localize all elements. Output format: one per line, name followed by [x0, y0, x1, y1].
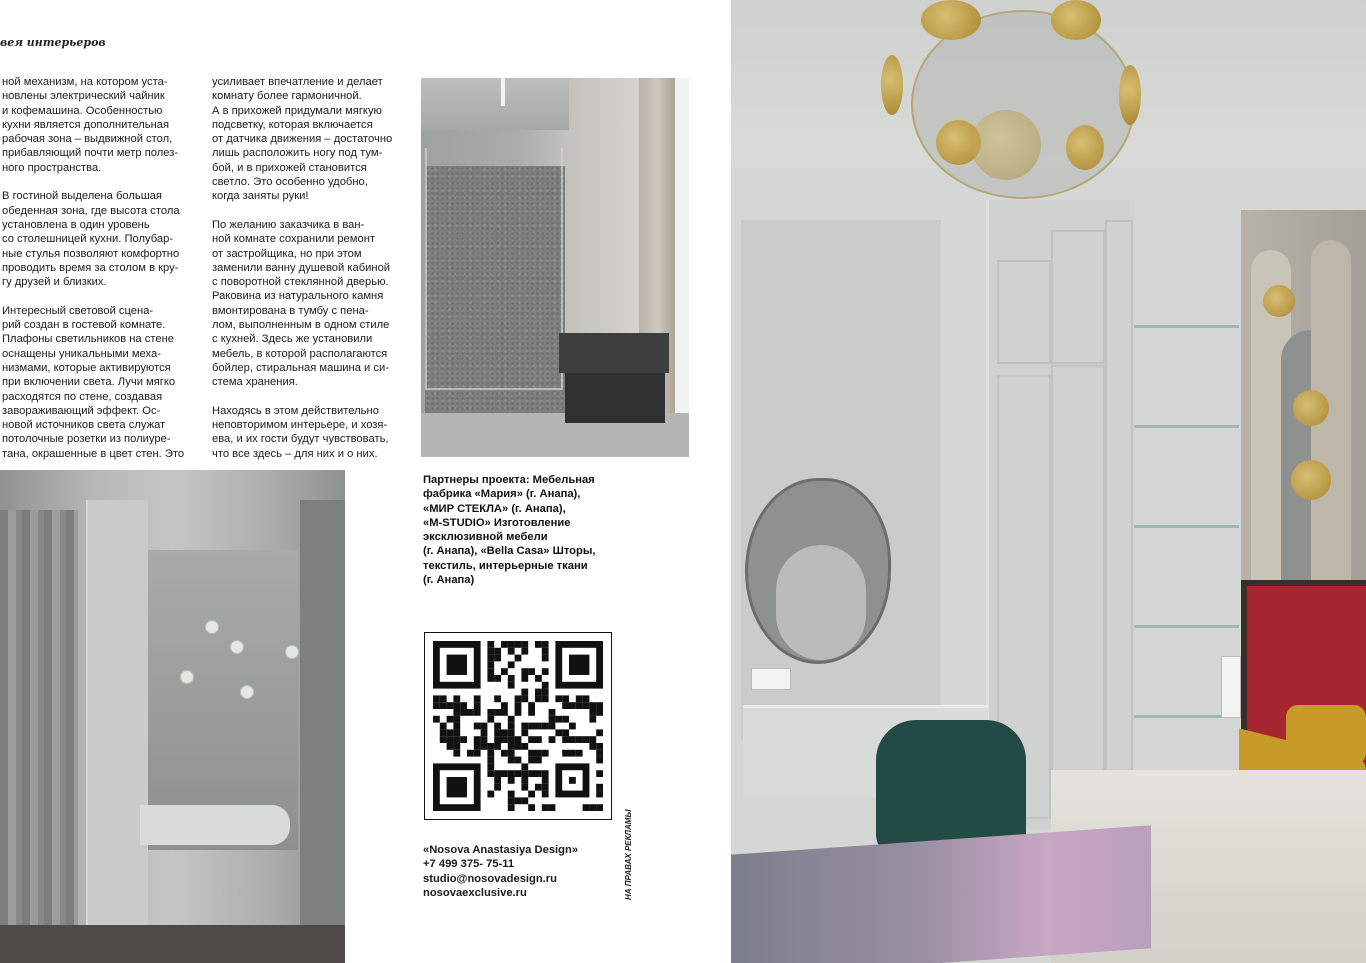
running-head: вея интерьеров: [0, 36, 106, 49]
contact-line: nosovaexclusive.ru: [423, 887, 527, 900]
text-line: с поворотной стеклянной дверью.: [212, 276, 389, 289]
text-line: расходятся по стене, создавая: [2, 390, 163, 403]
text-line: ной механизм, на котором уста-: [2, 76, 168, 88]
advertising-note: НА ПРАВАХ РЕКЛАМЫ: [624, 809, 633, 900]
text-line: тана, окрашенные в цвет стен. Это: [2, 447, 185, 460]
text-line: потолочные розетки из полиуре-: [2, 433, 171, 446]
text-line: бой, и в прихожей становится: [212, 161, 367, 174]
text-line: По желанию заказчика в ван-: [212, 218, 365, 231]
text-line: установлена в один уровень: [2, 218, 150, 231]
text-line: от застройщика, но при этом: [212, 247, 362, 260]
text-line: А в прихожей придумали мягкую: [212, 104, 382, 117]
text-line: заменили ванну душевой кабиной: [212, 261, 391, 274]
text-line: ные стулья позволяют комфортно: [2, 247, 180, 260]
bathroom-photo: [421, 78, 689, 457]
text-line: неповторимом интерьере, и хозя-: [212, 419, 388, 432]
contact-line: «Nosova Anastasiya Design»: [423, 844, 579, 856]
text-line: Раковина из натурального камня: [212, 290, 384, 303]
text-line: с кухней. Здесь же установили: [212, 333, 373, 346]
text-line: лишь расположить ногу под тум-: [212, 147, 383, 160]
text-line: завораживающий эффект. Ос-: [2, 404, 161, 417]
text-line: В гостиной выделена большая: [2, 190, 162, 203]
text-line: когда заняты руки!: [212, 190, 309, 203]
text-line: гу друзей и близких.: [2, 276, 107, 289]
text-line: бойлер, стиральная машина и си-: [212, 361, 389, 374]
text-column-1: [2, 75, 198, 461]
qr-code[interactable]: [424, 632, 612, 820]
text-line: от датчика движения – достаточно: [212, 133, 393, 146]
text-line: новой источников света служат: [2, 419, 166, 432]
text-line: и кофемашина. Особенностью: [2, 104, 163, 117]
text-line: что все здесь – для них и о них.: [212, 447, 378, 460]
qr-code-image: [433, 641, 603, 811]
text-line: подсветку, которая включается: [212, 118, 373, 131]
text-line: оснащены уникальными меха-: [2, 347, 161, 360]
text-line: со столешницей кухни. Полубар-: [2, 233, 174, 246]
text-line: прибавляющий почти метр полез-: [2, 147, 179, 160]
partners-line: текстиль, интерьерные ткани: [423, 559, 588, 572]
text-line: проводить время за столом в кру-: [2, 261, 179, 274]
text-line: стема хранения.: [212, 376, 298, 389]
text-line: обеденная зона, где высота стола: [2, 204, 180, 217]
text-line: Интересный световой сцена-: [2, 304, 154, 317]
text-line: рий создан в гостевой комнате.: [2, 319, 166, 332]
partners-line: «МИР СТЕКЛА» (г. Анапа),: [423, 502, 566, 515]
text-line: при включении света. Лучи мягко: [2, 376, 176, 389]
paragraph: [212, 218, 410, 390]
text-line: ной комнате сохранили ремонт: [212, 233, 375, 246]
dressing-table-photo: [0, 470, 345, 963]
text-line: низмами, которые активируются: [2, 361, 171, 374]
text-line: ного пространства.: [2, 161, 102, 174]
partners-line: «M-STUDIO» Изготовление: [423, 516, 571, 529]
partners-line: фабрика «Мария» (г. Анапа),: [423, 488, 581, 501]
partners-line: эксклюзивной мебели: [423, 531, 548, 544]
text-line: ева, и их гости будут чувствовать,: [212, 433, 389, 446]
paragraph: [2, 75, 198, 175]
text-line: усиливает впечатление и делает: [212, 76, 383, 88]
paragraph: [212, 404, 410, 461]
text-column-2: [212, 75, 410, 461]
text-line: вмонтирована в тумбу с пена-: [212, 304, 369, 317]
text-line: комнату более гармоничной.: [212, 90, 362, 103]
contact-line: +7 499 375- 75-11: [423, 858, 515, 871]
paragraph: [2, 304, 198, 461]
paragraph: [2, 189, 198, 289]
text-line: кухни является дополнительная: [2, 118, 170, 131]
text-line: новлены электрический чайник: [2, 90, 165, 103]
partners-line: Партнеры проекта: Мебельная: [423, 474, 595, 486]
text-line: лом, выполненным в одном стиле: [212, 319, 390, 332]
text-line: Плафоны светильников на стене: [2, 333, 174, 346]
text-line: рабочая зона – выдвижной стол,: [2, 133, 173, 146]
project-partners: [423, 473, 623, 587]
partners-line: (г. Анапа): [423, 574, 475, 587]
contacts: [423, 843, 578, 901]
text-line: мебель, в которой располагаются: [212, 347, 388, 360]
contact-line: studio@nosovadesign.ru: [423, 872, 557, 885]
text-line: Находясь в этом действительно: [212, 404, 379, 417]
paragraph: [212, 75, 410, 204]
bedroom-photo: [731, 0, 1366, 963]
text-line: светло. Это особенно удобно,: [212, 176, 368, 189]
partners-line: (г. Анапа), «Bella Casa» Шторы,: [423, 545, 596, 558]
